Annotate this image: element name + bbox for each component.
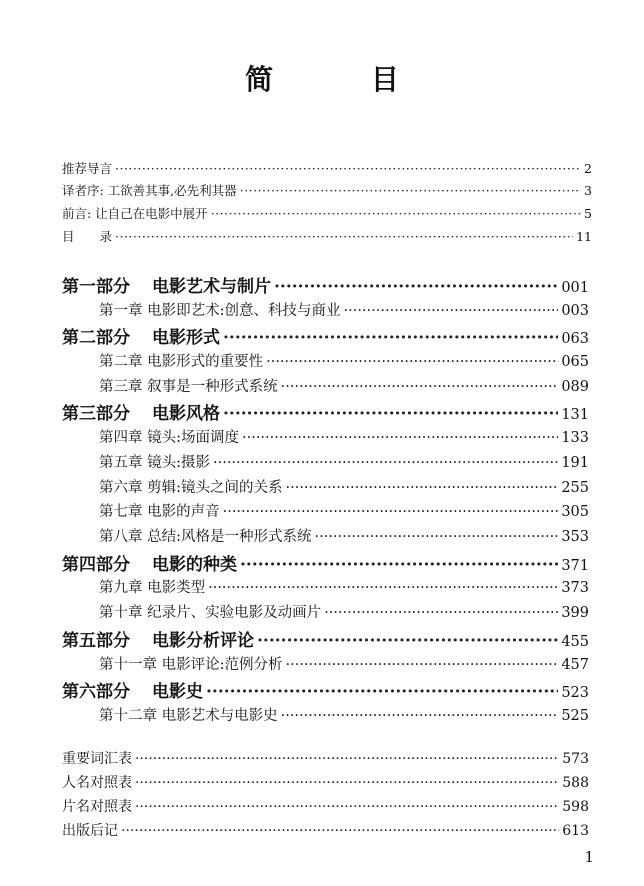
entry-page: 457: [561, 656, 589, 673]
part-label: [62, 399, 220, 424]
entry-page: 399: [561, 605, 589, 622]
part-entry[interactable]: [62, 626, 589, 652]
entry-label: 第十二章 电影艺术与电影史: [99, 707, 278, 724]
entry-page: 089: [561, 378, 589, 395]
entry-page: 373: [561, 580, 589, 597]
chapter-entry[interactable]: [99, 704, 589, 728]
entry-page: 573: [562, 751, 589, 767]
leader-dots: [274, 277, 558, 297]
part-entry[interactable]: [62, 272, 589, 298]
part-title: 电影形式: [152, 328, 220, 349]
chapter-entry[interactable]: [99, 350, 589, 374]
part-number: 第二部分: [62, 328, 130, 349]
entry-page: 613: [562, 823, 589, 839]
entry-page: 065: [561, 353, 589, 370]
entry-page: 353: [561, 529, 589, 546]
part-number: 第六部分: [62, 682, 130, 703]
leader-dots: [208, 580, 558, 596]
entry-label: 重要词汇表: [62, 751, 132, 767]
back-matter-entry[interactable]: [62, 748, 589, 772]
part-number: 第五部分: [62, 631, 130, 651]
entry-page: 191: [561, 454, 589, 471]
leader-dots: [324, 605, 558, 621]
part-entry[interactable]: [62, 399, 589, 425]
chapter-entry[interactable]: [99, 525, 589, 549]
entry-label: 推荐导言: [62, 161, 113, 176]
part-label: [62, 626, 254, 651]
leader-dots: [223, 504, 559, 520]
leader-dots: [206, 682, 558, 702]
part-label: [62, 272, 271, 297]
leader-dots: [286, 480, 559, 496]
entry-label: 第六章 剪辑:镜头之间的关系: [99, 479, 283, 496]
part-title: 电影的种类: [152, 554, 237, 575]
chapter-entry[interactable]: [99, 451, 589, 475]
leader-dots: [242, 430, 558, 446]
entry-page: 598: [562, 799, 589, 815]
entry-page: 525: [561, 707, 589, 724]
entry-page: 063: [561, 331, 589, 348]
chapter-entry[interactable]: [99, 299, 589, 323]
part-label: [62, 550, 237, 575]
leader-dots: [240, 183, 581, 198]
entry-page: 001: [561, 280, 589, 296]
entry-label: 第一章 电影即艺术:创意、科技与商业: [99, 302, 341, 319]
chapter-entry[interactable]: [99, 576, 589, 600]
leader-dots: [115, 161, 581, 176]
part-entry[interactable]: [62, 677, 589, 703]
entry-label: 第五章 镜头:摄影: [99, 454, 210, 471]
page-number: 1: [584, 848, 594, 866]
entry-label: 人名对照表: [62, 775, 132, 791]
leader-dots: [240, 555, 558, 575]
chapter-entry[interactable]: [99, 653, 589, 677]
entry-page: 5: [584, 206, 592, 221]
chapter-entry[interactable]: [99, 426, 589, 450]
chapter-entry[interactable]: [99, 476, 589, 500]
leader-dots: [286, 657, 559, 673]
entry-label: 第十章 纪录片、实验电影及动画片: [99, 605, 322, 622]
leader-dots: [135, 775, 559, 791]
chapter-entry[interactable]: [99, 601, 589, 625]
page-title: 简 目: [245, 63, 443, 96]
leader-dots: [281, 708, 559, 724]
part-entry[interactable]: [62, 323, 589, 349]
part-number: 第一部分: [62, 277, 130, 297]
part-number: 第三部分: [62, 404, 130, 425]
entry-page: 305: [561, 504, 589, 521]
leader-dots: [135, 799, 559, 815]
leader-dots: [223, 404, 558, 424]
part-title: 电影分析评论: [152, 631, 254, 651]
entry-page: 003: [561, 302, 589, 319]
entry-label: 第四章 镜头:场面调度: [99, 429, 239, 446]
entry-label: 前言: 让自己在电影中展开: [62, 206, 208, 221]
entry-label: 出版后记: [62, 823, 118, 839]
front-matter-entry[interactable]: [62, 227, 592, 249]
entry-page: 588: [562, 775, 589, 791]
leader-dots: [223, 328, 558, 348]
entry-page: 455: [561, 634, 589, 650]
front-matter-entry[interactable]: [62, 204, 592, 226]
entry-page: 131: [561, 407, 589, 424]
part-entry[interactable]: [62, 550, 589, 576]
entry-page: 371: [561, 557, 589, 574]
entry-page: 2: [584, 161, 592, 176]
part-title: 电影史: [152, 682, 203, 703]
entry-label: 第七章 电影的声音: [99, 504, 220, 521]
back-matter-entry[interactable]: [62, 772, 589, 796]
leader-dots: [211, 206, 581, 221]
entry-label: 第九章 电影类型: [99, 580, 206, 597]
chapter-entry[interactable]: [99, 500, 589, 524]
entry-label: 目 录: [62, 229, 113, 244]
leader-dots: [135, 751, 559, 767]
part-label: [62, 323, 220, 348]
front-matter-entry[interactable]: [62, 159, 592, 181]
leader-dots: [213, 455, 558, 471]
leader-dots: [266, 354, 558, 370]
part-title: 电影风格: [152, 404, 220, 425]
leader-dots: [257, 631, 558, 651]
back-matter-entry[interactable]: [62, 796, 589, 820]
entry-label: 第十一章 电影评论:范例分析: [99, 656, 283, 673]
leader-dots: [281, 379, 559, 395]
entry-page: 255: [561, 479, 589, 496]
entry-page: 133: [561, 429, 589, 446]
entry-label: 第二章 电影形式的重要性: [99, 353, 264, 370]
entry-label: 片名对照表: [62, 799, 132, 815]
entry-page: 3: [584, 183, 592, 198]
back-matter-entry[interactable]: [62, 820, 589, 844]
front-matter-entry[interactable]: [62, 181, 592, 203]
part-number: 第四部分: [62, 554, 130, 575]
leader-dots: [121, 823, 559, 839]
leader-dots: [315, 529, 559, 545]
entry-page: 523: [561, 685, 589, 702]
entry-label: 第八章 总结:风格是一种形式系统: [99, 529, 312, 546]
part-title: 电影艺术与制片: [152, 277, 271, 297]
entry-page: 11: [576, 229, 592, 244]
part-label: [62, 677, 203, 702]
entry-label: 译者序: 工欲善其事,必先利其器: [62, 183, 237, 198]
entry-label: 第三章 叙事是一种形式系统: [99, 378, 278, 395]
leader-dots: [115, 229, 573, 244]
leader-dots: [344, 303, 559, 319]
chapter-entry[interactable]: [99, 375, 589, 399]
